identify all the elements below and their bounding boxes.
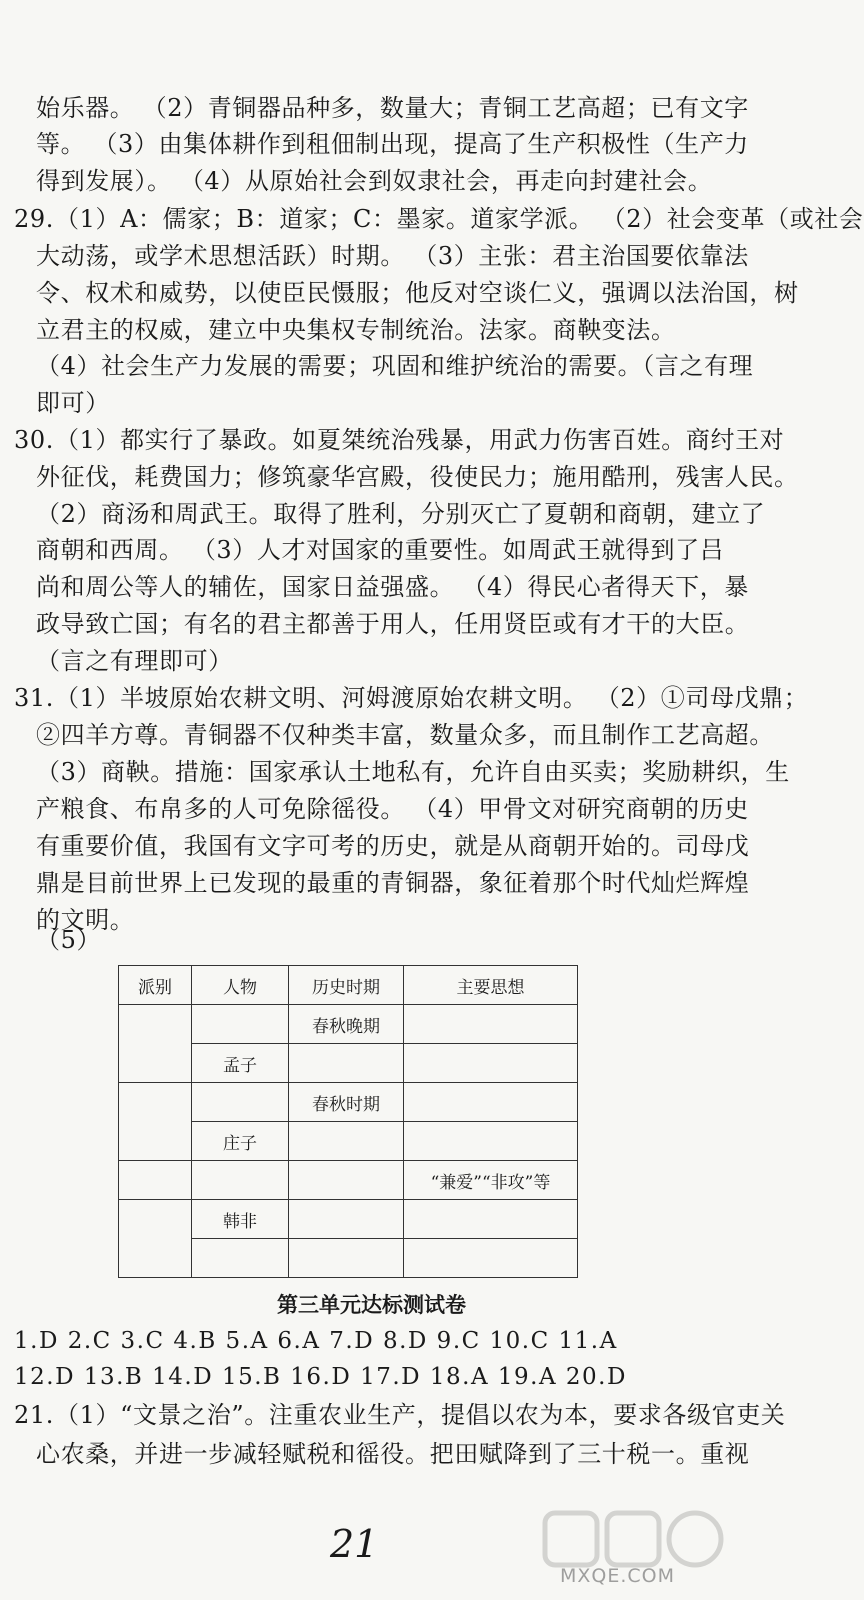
- text-line: 大动荡，或学术思想活跃）时期。 （3）主张：君主治国要依靠法: [36, 242, 749, 270]
- text-line: 产粮食、布帛多的人可免除徭役。 （4）甲骨文对研究商朝的历史: [36, 795, 749, 823]
- table-header: 人物: [192, 966, 289, 1005]
- table-cell: [192, 1161, 289, 1200]
- page-number: 21: [330, 1522, 379, 1566]
- table-header-row: [119, 966, 578, 1005]
- table-cell: [404, 1005, 578, 1044]
- table-cell: [289, 1122, 404, 1161]
- table-row: [119, 1161, 578, 1200]
- text-line: 心农桑，并进一步减轻赋税和徭役。把田赋降到了三十税一。重视: [36, 1440, 750, 1468]
- answer-row: 1.D 2.C 3.C 4.B 5.A 6.A 7.D 8.D 9.C 10.C 11.A: [14, 1328, 618, 1354]
- table-cell: [119, 1083, 192, 1161]
- table-cell: “兼爱”“非攻”等: [404, 1161, 578, 1200]
- question-number: 29.: [14, 205, 54, 233]
- table-cell: [192, 1083, 289, 1122]
- table-cell: [404, 1122, 578, 1161]
- table-cell: [192, 1005, 289, 1044]
- table-cell: 孟子: [192, 1044, 289, 1083]
- table-cell: [404, 1044, 578, 1083]
- table-row: [119, 1200, 578, 1239]
- text-line: 政导致亡国；有名的君主都善于用人，任用贤臣或有才干的大臣。: [36, 610, 750, 638]
- table-header: 主要思想: [404, 966, 578, 1005]
- table-cell: 韩非: [192, 1200, 289, 1239]
- table-cell: [289, 1200, 404, 1239]
- question-number: 21.: [14, 1401, 54, 1429]
- watermark-text: MXQE.COM: [560, 1565, 676, 1587]
- table-row: [119, 1083, 578, 1122]
- table-cell: [289, 1044, 404, 1083]
- text-line: 的文明。: [36, 906, 135, 934]
- schools-table: [118, 965, 578, 1278]
- text-line: （3）商鞅。措施：国家承认土地私有，允许自由买卖；奖励耕织，生: [36, 758, 790, 786]
- table-cell: 庄子: [192, 1122, 289, 1161]
- table-cell: [289, 1161, 404, 1200]
- text-line: （5）: [36, 926, 102, 954]
- text-line: 即可）: [36, 389, 110, 417]
- table-cell: [119, 1005, 192, 1083]
- table-cell: [404, 1200, 578, 1239]
- answer-row: 12.D 13.B 14.D 15.B 16.D 17.D 18.A 19.A 20.D: [14, 1364, 627, 1390]
- text-line: ②四羊方尊。青铜器不仅种类丰富，数量众多，而且制作工艺高超。: [36, 721, 774, 749]
- table-cell: [404, 1083, 578, 1122]
- question-number: 31.: [14, 684, 54, 712]
- text-line: 商朝和西周。 （3）人才对国家的重要性。如周武王就得到了吕: [36, 536, 725, 564]
- table-cell: [404, 1239, 578, 1278]
- table-cell: [119, 1161, 192, 1200]
- question-number: 30.: [14, 426, 54, 454]
- table-cell: 春秋晚期: [289, 1005, 404, 1044]
- table-cell: 春秋时期: [289, 1083, 404, 1122]
- table-header: 派别: [119, 966, 192, 1005]
- text-line: 令、权术和威势，以使臣民慑服；他反对空谈仁义，强调以法治国，树: [36, 279, 799, 307]
- table-cell: [119, 1200, 192, 1278]
- text-line: 外征伐，耗费国力；修筑豪华宫殿，役使民力；施用酷刑，残害人民。: [36, 463, 799, 491]
- text-line: （言之有理即可）: [36, 647, 233, 675]
- text-line: 尚和周公等人的辅佐，国家日益强盛。 （4）得民心者得天下，暴: [36, 573, 749, 601]
- section-title: 第三单元达标测试卷: [277, 1293, 466, 1317]
- text-line: （2）商汤和周武王。取得了胜利，分别灭亡了夏朝和商朝，建立了: [36, 500, 766, 528]
- text-line: 鼎是目前世界上已发现的最重的青铜器，象征着那个时代灿烂辉煌: [36, 869, 750, 897]
- table-row: [119, 1005, 578, 1044]
- table-cell: [192, 1239, 289, 1278]
- text-line: 立君主的权威，建立中央集权专制统治。法家。商鞅变法。: [36, 316, 676, 344]
- table-header: 历史时期: [289, 966, 404, 1005]
- table-cell: [289, 1239, 404, 1278]
- text-line: 有重要价值，我国有文字可考的历史，就是从商朝开始的。司母戊: [36, 832, 750, 860]
- text-line: （4）社会生产力发展的需要；巩固和维护统治的需要。（言之有理: [36, 352, 754, 380]
